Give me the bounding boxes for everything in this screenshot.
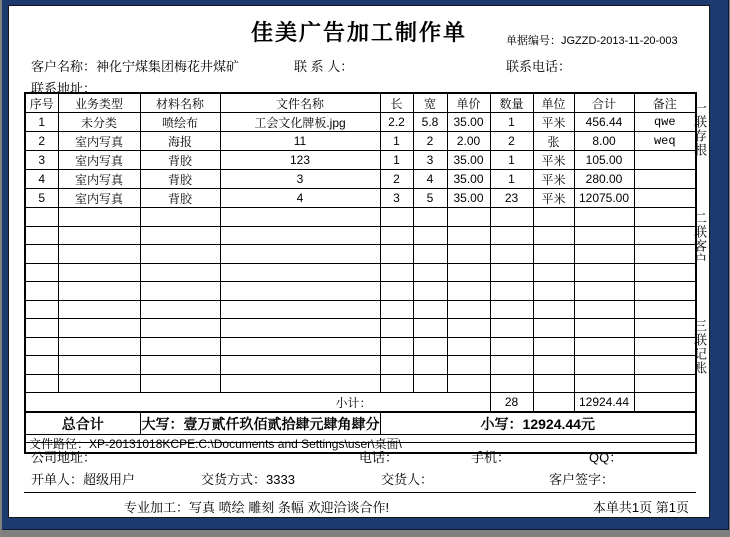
table-cell [220, 282, 380, 301]
table-cell [58, 319, 140, 338]
table-cell [380, 282, 413, 301]
table-cell: 11 [220, 132, 380, 151]
order-number [506, 32, 678, 48]
page-title: 佳美广告加工制作单 [250, 20, 467, 45]
table-cell [574, 208, 634, 227]
table-cell [634, 245, 696, 264]
copy-stub-label-2: 二联客户 [692, 211, 707, 267]
table-cell [447, 226, 490, 245]
table-cell [634, 208, 696, 227]
table-cell [490, 263, 533, 282]
table-cell [25, 263, 58, 282]
table-cell [413, 356, 447, 375]
customer-name-label: 客户名称： [31, 59, 97, 74]
table-cell: 室内写真 [58, 189, 140, 208]
table-cell: qwe [634, 113, 696, 132]
table-cell [634, 356, 696, 375]
table-cell [447, 337, 490, 356]
table-cell: 未分类 [58, 113, 140, 132]
table-cell [574, 300, 634, 319]
table-cell [25, 282, 58, 301]
table-cell [533, 208, 574, 227]
table-cell [25, 319, 58, 338]
table-cell [634, 151, 696, 170]
order-number-label: 单据编号： [506, 35, 561, 47]
table-cell: 5 [413, 189, 447, 208]
table-cell [25, 226, 58, 245]
table-cell: 2 [25, 132, 58, 151]
table-cell [634, 337, 696, 356]
table-row [25, 356, 696, 375]
table-row [25, 208, 696, 227]
table-cell [447, 208, 490, 227]
table-cell: 喷绘布 [140, 113, 220, 132]
table-cell [413, 337, 447, 356]
table-cell [490, 282, 533, 301]
page-count-info: 本单共1页 第1页 [592, 500, 689, 515]
order-sheet-page [8, 5, 710, 518]
table-cell [58, 300, 140, 319]
subtotal-label: 小计： [25, 393, 490, 413]
table-cell [140, 226, 220, 245]
table-cell [25, 374, 58, 393]
table-cell [490, 374, 533, 393]
table-cell [533, 374, 574, 393]
table-cell: 456.44 [574, 113, 634, 132]
table-cell [25, 208, 58, 227]
table-cell [634, 226, 696, 245]
delivery-method-field [201, 469, 295, 488]
customer-signature-label: 客户签字： [549, 472, 615, 487]
table-cell: 工会文化牌板.jpg [220, 113, 380, 132]
table-cell [140, 374, 220, 393]
table-cell [447, 282, 490, 301]
table-cell [220, 226, 380, 245]
table-row [25, 374, 696, 393]
table-cell [380, 208, 413, 227]
delivery-method-label: 交货方式： [201, 472, 267, 487]
table-cell: 8.00 [574, 132, 634, 151]
table-cell [413, 319, 447, 338]
table-cell [140, 356, 220, 375]
table-cell [58, 245, 140, 264]
table-cell [140, 337, 220, 356]
qq-label: QQ： [589, 450, 623, 465]
biller-label: 开单人： [31, 472, 84, 487]
table-cell [634, 263, 696, 282]
table-cell: 3 [25, 151, 58, 170]
contact-phone-label: 联系电话： [506, 59, 572, 74]
table-cell [220, 300, 380, 319]
table-cell [634, 300, 696, 319]
table-cell [58, 337, 140, 356]
table-cell: 4 [25, 170, 58, 189]
table-cell [490, 208, 533, 227]
table-cell: 平米 [533, 113, 574, 132]
table-cell [490, 245, 533, 264]
table-cell [413, 300, 447, 319]
table-cell [25, 245, 58, 264]
table-cell: 2 [380, 170, 413, 189]
table-cell: weq [634, 132, 696, 151]
grand-total-uppercase: 大写：壹万贰仟玖佰贰拾肆元肆角肆分 [140, 412, 380, 435]
table-row [25, 337, 696, 356]
table-cell [380, 356, 413, 375]
deliverer-label: 交货人： [381, 472, 434, 487]
table-cell [574, 374, 634, 393]
table-cell: 背胶 [140, 151, 220, 170]
table-row [25, 113, 696, 132]
table-cell: 平米 [533, 151, 574, 170]
table-cell [58, 356, 140, 375]
table-cell [447, 374, 490, 393]
column-header-cell: 文件名称 [220, 93, 380, 113]
table-cell [220, 263, 380, 282]
company-address-label: 公司地址： [31, 450, 97, 465]
file-path-value: 文件路径：XP-20131018KCPE:C:\Documents and Settings\user\桌面\ [25, 435, 696, 454]
table-cell: 3 [220, 170, 380, 189]
table-cell [490, 356, 533, 375]
table-cell [634, 319, 696, 338]
table-row [25, 132, 696, 151]
table-cell [490, 300, 533, 319]
table-header-row [25, 93, 696, 113]
table-cell [447, 319, 490, 338]
table-cell [380, 245, 413, 264]
table-cell: 海报 [140, 132, 220, 151]
table-cell [533, 226, 574, 245]
table-cell: 12075.00 [574, 189, 634, 208]
table-cell [533, 356, 574, 375]
table-cell: 5.8 [413, 113, 447, 132]
customer-name-value: 神化宁煤集团梅花井煤矿 [96, 59, 240, 74]
column-header-cell: 数量 [490, 93, 533, 113]
table-cell [220, 208, 380, 227]
table-cell: 1 [490, 170, 533, 189]
table-cell [634, 282, 696, 301]
contact-address-label: 联系地址： [31, 81, 97, 96]
table-cell: 35.00 [447, 113, 490, 132]
slogan-text: 专业加工：写真 喷绘 雕刻 条幅 欢迎洽谈合作! [124, 500, 390, 515]
table-cell [634, 374, 696, 393]
biller-field [31, 469, 135, 488]
table-cell [447, 263, 490, 282]
copy-stub-label-3: 三联记账 [692, 319, 707, 375]
table-cell [140, 208, 220, 227]
column-header-cell: 备注 [634, 93, 696, 113]
table-cell [413, 263, 447, 282]
table-cell [380, 337, 413, 356]
table-cell: 23 [490, 189, 533, 208]
table-cell [140, 319, 220, 338]
table-cell [574, 337, 634, 356]
table-row [25, 245, 696, 264]
telephone-label: 电话： [359, 450, 399, 465]
table-row [25, 170, 696, 189]
table-cell [574, 245, 634, 264]
table-cell [447, 300, 490, 319]
table-row [25, 300, 696, 319]
table-cell [25, 337, 58, 356]
table-cell: 105.00 [574, 151, 634, 170]
table-cell: 2 [490, 132, 533, 151]
table-cell [634, 170, 696, 189]
table-row [25, 263, 696, 282]
footer-top-divider [24, 442, 696, 443]
table-cell: 35.00 [447, 151, 490, 170]
table-cell [533, 300, 574, 319]
table-cell: 室内写真 [58, 170, 140, 189]
table-cell [140, 300, 220, 319]
table-cell [58, 263, 140, 282]
table-cell: 背胶 [140, 189, 220, 208]
table-cell [413, 374, 447, 393]
table-cell: 3 [380, 189, 413, 208]
table-cell: 室内写真 [58, 151, 140, 170]
table-cell [533, 319, 574, 338]
subtotal-remark-cell [634, 393, 696, 413]
table-row [25, 319, 696, 338]
grand-total-row [25, 412, 696, 435]
table-cell: 张 [533, 132, 574, 151]
table-cell [380, 319, 413, 338]
table-cell [574, 356, 634, 375]
table-cell: 1 [380, 132, 413, 151]
table-cell: 280.00 [574, 170, 634, 189]
table-cell [220, 319, 380, 338]
table-cell [533, 263, 574, 282]
column-header-cell: 业务类型 [58, 93, 140, 113]
preview-frame [2, 0, 729, 530]
table-cell [447, 356, 490, 375]
table-cell [413, 245, 447, 264]
mobile-label: 手机： [471, 450, 511, 465]
table-cell [58, 282, 140, 301]
table-cell [574, 282, 634, 301]
table-cell [490, 337, 533, 356]
table-row [25, 226, 696, 245]
table-cell [380, 263, 413, 282]
table-cell [140, 282, 220, 301]
table-cell: 35.00 [447, 189, 490, 208]
table-cell [25, 356, 58, 375]
table-cell [140, 263, 220, 282]
contact-person-label: 联 系 人： [294, 59, 354, 74]
table-cell [533, 337, 574, 356]
biller-value: 超级用户 [83, 472, 136, 487]
table-cell [220, 374, 380, 393]
table-cell: 4 [220, 189, 380, 208]
table-row [25, 151, 696, 170]
column-header-cell: 单价 [447, 93, 490, 113]
customer-name-field [31, 56, 239, 75]
column-header-cell: 序号 [25, 93, 58, 113]
grand-total-label: 总合计 [25, 412, 140, 435]
table-cell [140, 245, 220, 264]
table-cell [634, 189, 696, 208]
table-cell: 3 [413, 151, 447, 170]
table-cell [574, 263, 634, 282]
table-cell [58, 208, 140, 227]
table-cell: 2.2 [380, 113, 413, 132]
order-table [24, 92, 697, 454]
table-cell [58, 226, 140, 245]
column-header-cell: 材料名称 [140, 93, 220, 113]
table-cell [574, 319, 634, 338]
table-cell [490, 319, 533, 338]
table-row [25, 189, 696, 208]
table-cell [220, 245, 380, 264]
grand-total-lowercase: 小写：12924.44元 [380, 412, 696, 435]
table-cell [413, 226, 447, 245]
table-cell [220, 337, 380, 356]
table-cell: 123 [220, 151, 380, 170]
table-cell [574, 226, 634, 245]
table-row [25, 282, 696, 301]
column-header-cell: 单位 [533, 93, 574, 113]
table-cell: 4 [413, 170, 447, 189]
column-header-cell: 长 [380, 93, 413, 113]
table-cell: 平米 [533, 170, 574, 189]
table-cell: 1 [25, 113, 58, 132]
table-cell: 室内写真 [58, 132, 140, 151]
table-cell: 5 [25, 189, 58, 208]
subtotal-amount: 12924.44 [574, 393, 634, 413]
table-cell: 2 [413, 132, 447, 151]
footer-bottom-divider [24, 492, 696, 493]
table-cell: 1 [490, 113, 533, 132]
table-cell: 平米 [533, 189, 574, 208]
copy-stub-label-1: 一联存根 [692, 101, 707, 157]
table-cell [58, 374, 140, 393]
table-cell [220, 356, 380, 375]
table-cell [447, 245, 490, 264]
table-cell [25, 300, 58, 319]
delivery-method-value: 3333 [266, 472, 295, 487]
table-cell: 35.00 [447, 170, 490, 189]
table-cell [413, 208, 447, 227]
table-cell: 背胶 [140, 170, 220, 189]
order-number-value: JGZZD-2013-11-20-003 [561, 35, 678, 47]
table-cell [413, 282, 447, 301]
table-cell [380, 300, 413, 319]
subtotal-row [25, 393, 696, 413]
subtotal-quantity: 28 [490, 393, 533, 413]
table-cell [490, 226, 533, 245]
table-cell: 2.00 [447, 132, 490, 151]
column-header-cell: 宽 [413, 93, 447, 113]
table-cell: 1 [380, 151, 413, 170]
table-cell [533, 245, 574, 264]
table-cell: 1 [490, 151, 533, 170]
table-cell [380, 374, 413, 393]
subtotal-unit-cell [533, 393, 574, 413]
table-cell [380, 226, 413, 245]
table-cell [533, 282, 574, 301]
column-header-cell: 合计 [574, 93, 634, 113]
